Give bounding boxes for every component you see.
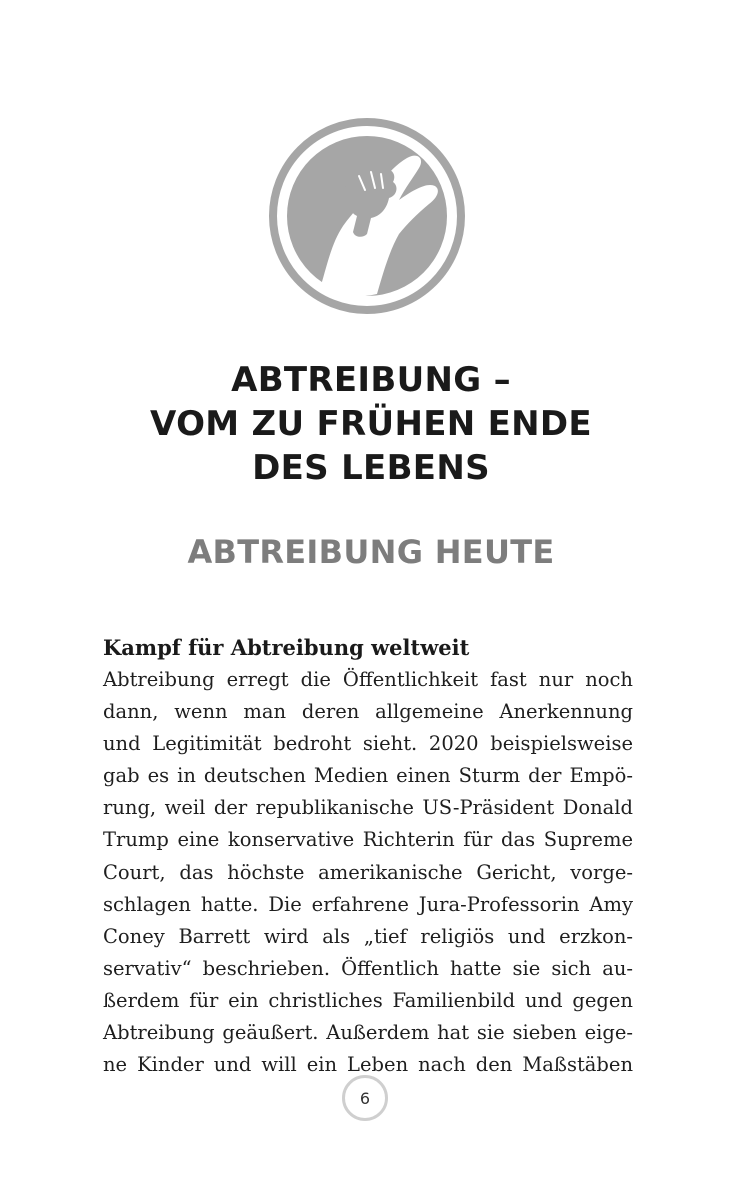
chapter-title-line: ABTREIBUNG –: [231, 360, 511, 400]
body-line: rung, weil der republikanische US-Präsident Donald: [103, 796, 633, 820]
body-line: gab es in deutschen Medien einen Sturm der Empö-: [103, 764, 633, 788]
chapter-title-line: DES LEBENS: [252, 448, 490, 488]
body-line: Court, das höchste amerikanische Gericht, vorge-: [103, 860, 633, 884]
body-line: und Legitimität bedroht sieht. 2020 beispielsweise: [103, 732, 633, 756]
chapter-title: [0, 358, 742, 490]
body-line: Trump eine konservative Richterin für das Supreme: [103, 828, 633, 852]
body-line: ßerdem für ein christliches Familienbild und gegen: [103, 988, 633, 1012]
raised-fist-on-hand-icon: [267, 116, 467, 316]
body-line: Abtreibung erregt die Öffentlichkeit fast nur noch: [103, 668, 633, 691]
body-line: ne Kinder und will ein Leben nach den Maßstäben: [103, 1053, 633, 1077]
body-line: Coney Barrett wird als „tief religiös und erzkon-: [103, 924, 633, 948]
section-title: ABTREIBUNG HEUTE: [187, 533, 555, 571]
page-number-label: 6: [359, 1088, 371, 1108]
article-subheading: Kampf für Abtreibung weltweit: [103, 635, 470, 660]
article-body: [103, 664, 633, 1081]
body-line: servativ“ beschrieben. Öffentlich hatte sie sich au-: [103, 956, 633, 980]
body-line: dann, wenn man deren allgemeine Anerkennung: [103, 700, 633, 724]
chapter-emblem: [267, 116, 467, 316]
chapter-title-line: VOM ZU FRÜHEN ENDE: [150, 404, 592, 444]
page-number: [342, 1075, 388, 1121]
body-line: Abtreibung geäußert. Außerdem hat sie sieben eige-: [103, 1021, 633, 1045]
body-line: schlagen hatte. Die erfahrene Jura-Professorin Amy: [103, 892, 633, 916]
